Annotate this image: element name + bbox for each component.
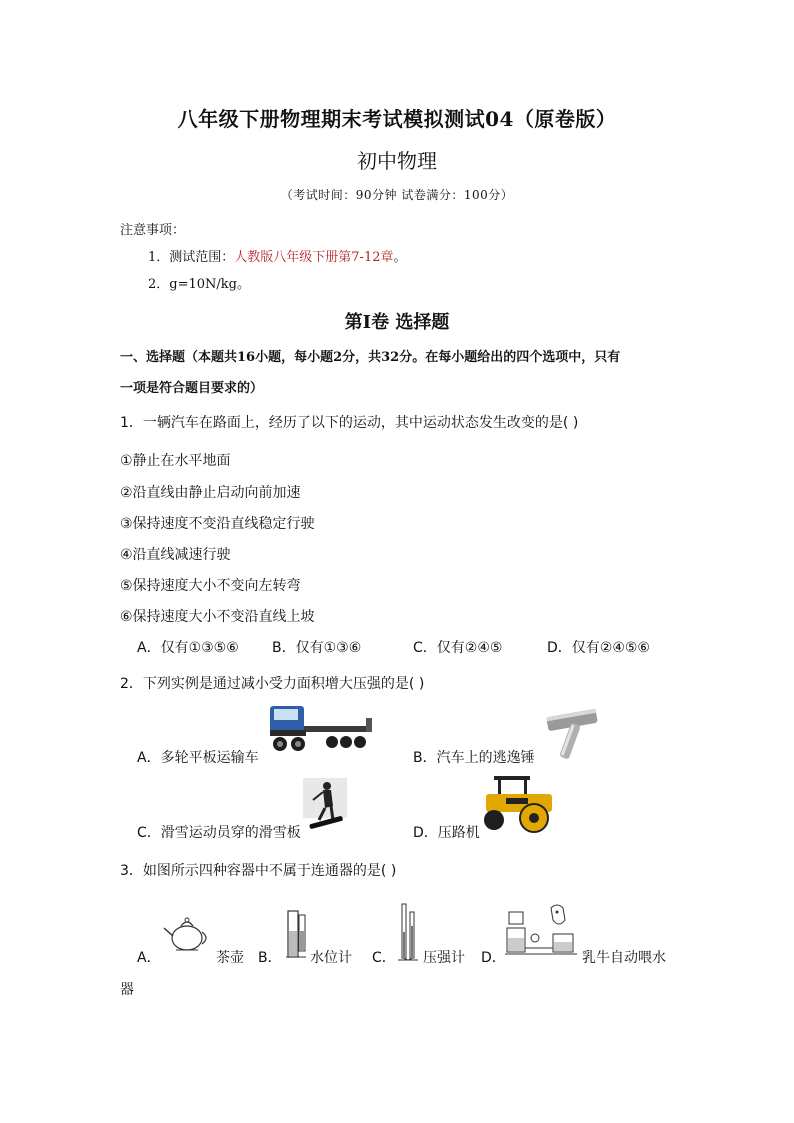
- section-title: 第Ⅰ卷 选择题: [344, 312, 450, 333]
- escape-hammer-image: [535, 703, 605, 761]
- flatbed-truck-image: [262, 700, 374, 758]
- notes-heading: 注意事项：: [120, 223, 186, 238]
- part1-instructions-line2: 一项是符合题目要求的）: [120, 381, 264, 396]
- q3-option-d: D．: [481, 950, 506, 966]
- q3-label-a: 茶壶: [216, 950, 244, 966]
- notes-item-1-prefix: 1．测试范围：: [148, 250, 235, 265]
- q2-option-c: C．滑雪运动员穿的滑雪板: [137, 825, 301, 841]
- q3-label-b: 水位计: [310, 950, 352, 966]
- skier-image: [303, 778, 347, 832]
- q1-stem: 1．一辆汽车在路面上，经历了以下的运动，其中运动状态发生改变的是( ): [120, 415, 579, 431]
- cow-water-feeder-image: [505, 902, 579, 962]
- q1-option-a: A．仅有①③⑤⑥: [137, 640, 239, 656]
- q2-option-a: A．多轮平板运输车: [137, 750, 259, 766]
- teapot-image: [162, 910, 212, 954]
- exam-info: （考试时间：90分钟 试卷满分：100分）: [280, 188, 514, 202]
- notes-item-2: 2．g=10N/kg。: [148, 277, 250, 292]
- notes-item-1-highlight: 人教版八年级下册第7-12章: [234, 250, 394, 265]
- part1-instructions-line1: 一、选择题（本题共16小题，每小题2分，共32分。在每小题给出的四个选项中，只有: [120, 350, 621, 365]
- q1-option-b: B．仅有①③⑥: [272, 640, 362, 656]
- water-level-gauge-image: [284, 905, 308, 963]
- notes-item-1-suffix: 。: [393, 250, 407, 265]
- q3-option-c: C．: [372, 950, 396, 966]
- q1-option-c: C．仅有②④⑤: [413, 640, 503, 656]
- road-roller-image: [476, 772, 562, 834]
- document-subtitle: 初中物理: [357, 149, 437, 173]
- q3-label-c: 压强计: [423, 950, 465, 966]
- document-title: 八年级下册物理期末考试模拟测试04（原卷版）: [177, 107, 617, 131]
- q3-option-b: B．: [258, 950, 282, 966]
- q3-label-d-wrap: 器: [120, 982, 134, 998]
- q2-option-b: B．汽车上的逃逸锤: [413, 750, 535, 766]
- q2-stem: 2．下列实例是通过减小受力面积增大压强的是( ): [120, 676, 425, 692]
- q3-stem: 3．如图所示四种容器中不属于连通器的是( ): [120, 863, 397, 879]
- notes-item-1: [148, 246, 407, 265]
- q1-item: ③保持速度不变沿直线稳定行驶: [120, 516, 315, 532]
- pressure-gauge-image: [396, 902, 420, 964]
- q3-option-a: A．: [137, 950, 161, 966]
- q1-item: ⑥保持速度大小不变沿直线上坡: [120, 609, 315, 625]
- q1-item: ⑤保持速度大小不变向左转弯: [120, 578, 301, 594]
- q1-item: ④沿直线减速行驶: [120, 547, 231, 563]
- q2-option-d: D．压路机: [413, 825, 480, 841]
- q3-label-d: 乳牛自动喂水: [582, 950, 666, 966]
- q1-item: ②沿直线由静止启动向前加速: [120, 485, 301, 501]
- q1-option-d: D．仅有②④⑤⑥: [547, 640, 650, 656]
- q1-item: ①静止在水平地面: [120, 453, 231, 469]
